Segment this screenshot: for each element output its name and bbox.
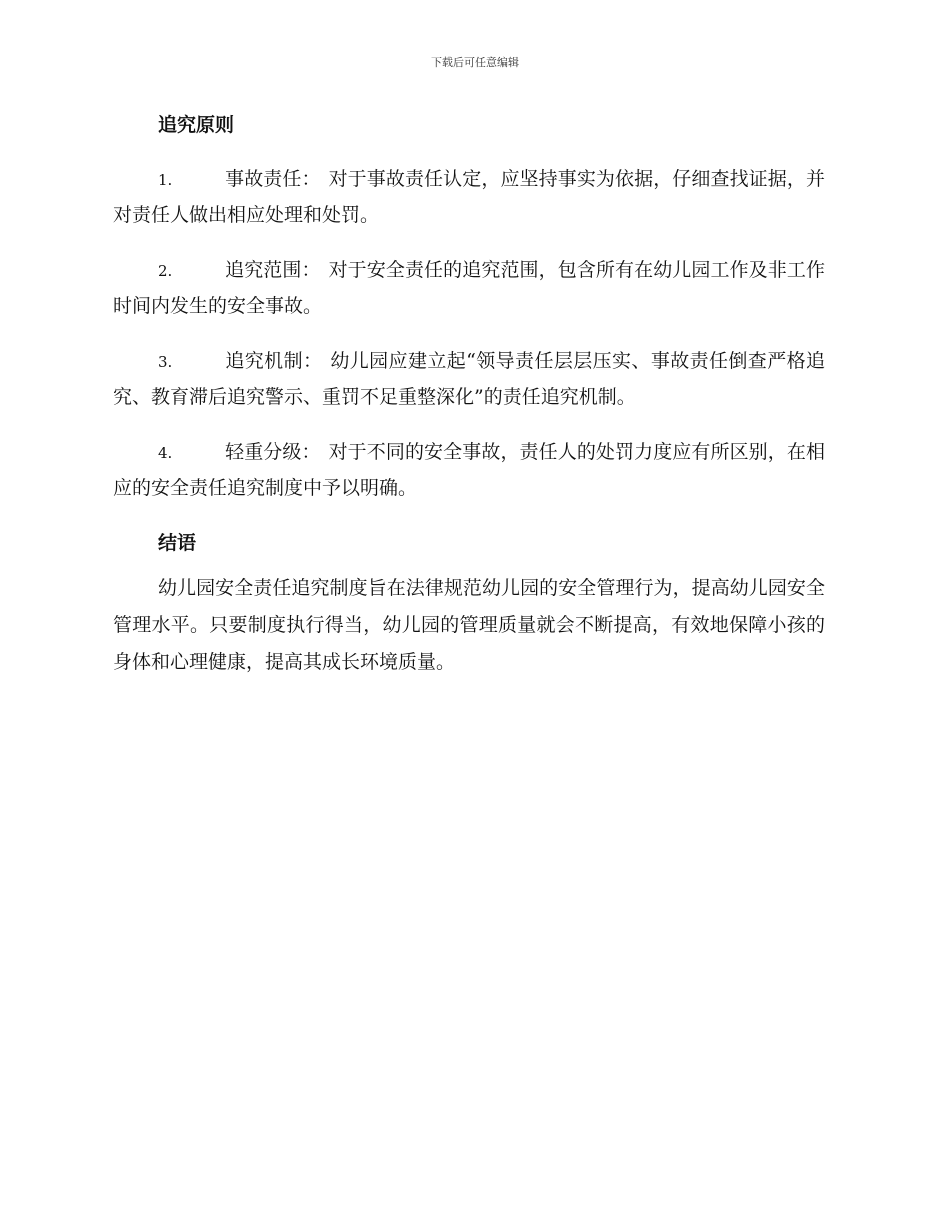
list-item [113,344,825,415]
list-item-number: 4. [158,444,173,462]
list-item [113,253,825,324]
list-item-text: 对于不同的安全事故，责任人的处罚力度应有所区别，在相应的安全责任追究制度中予以明确。 [113,441,825,499]
section-heading-principles: 追究原则 [158,114,235,136]
list-item-term: 事故责任： [225,168,321,190]
list-item-text: 对于安全责任的追究范围，包含所有在幼儿园工作及非工作时间内发生的安全事故。 [113,259,825,317]
conclusion-paragraph: 幼儿园安全责任追究制度旨在法律规范幼儿园的安全管理行为，提高幼儿园安全管理水平。只要制度执行得当，幼儿园的管理质量就会不断提高，有效地保障小孩的身体和心理健康，提高其成长环境质量。 [113,577,825,673]
list-item [113,162,825,233]
list-item-number: 3. [158,353,173,371]
list-item-text: 幼儿园应建立起“领导责任层层压实、事故责任倒查严格追究、教育滞后追究警示、重罚不足重整深化”的责任追究机制。 [113,350,825,408]
document-body [113,108,825,681]
list-item-number: 2. [158,262,173,280]
list-item-term: 追究机制： [225,350,323,372]
list-item-number: 1. [158,171,173,189]
list-item-term: 轻重分级： [225,441,321,463]
list-item-term: 追究范围： [225,259,321,281]
page-header: 下载后可任意编辑 [431,56,519,69]
list-item-text: 对于事故责任认定，应坚持事实为依据，仔细查找证据，并对责任人做出相应处理和处罚。 [113,168,825,226]
section-heading-conclusion: 结语 [158,532,197,554]
list-item [113,435,825,506]
